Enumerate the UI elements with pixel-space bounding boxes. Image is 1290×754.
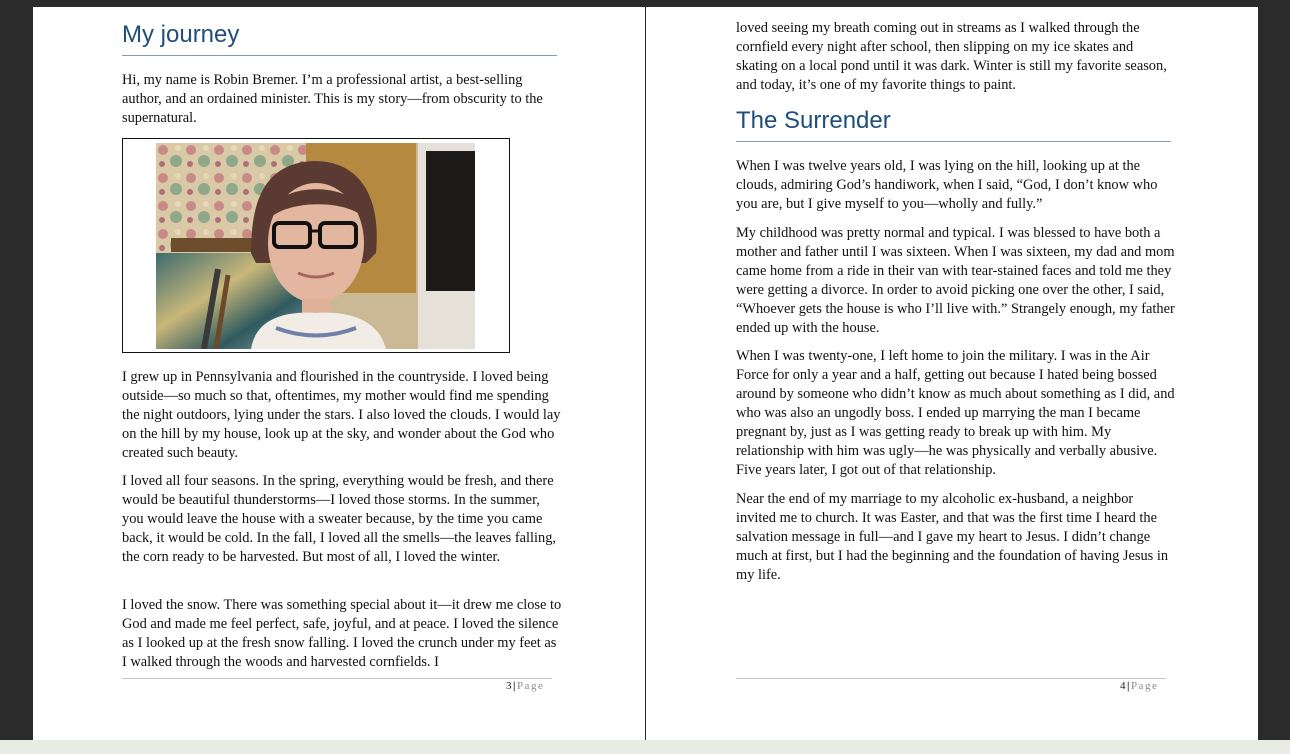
page-label: Page	[516, 680, 545, 692]
page-footer	[1120, 680, 1158, 693]
viewer-bottom-strip	[0, 740, 1290, 754]
body-paragraph-seasons: I loved all four seasons. In the spring, everything would be fresh, and there would be beautiful thunderstorms—I loved those storms. In the summer, you would leave the house with a sweater because, by the time you came back, it would be cold. In the fall, I loved all the smells—the leaves falling, the corn ready to be harvested. But most of all, I loved the winter.	[122, 473, 556, 565]
intro-paragraph: Hi, my name is Robin Bremer. I’m a professional artist, a best-selling author, and an ordained minister. This is my story—from obscurity to the supernatural.	[122, 72, 543, 126]
portrait-photo	[156, 143, 475, 349]
continuation-paragraph: loved seeing my breath coming out in streams as I walked through the cornfield every night after school, then slipping on my ice skates and skating on a local pond until it was dark. Winter is still my favorite season, and today, it’s one of my favorite things to paint.	[736, 20, 1167, 93]
document-page-4	[646, 7, 1258, 740]
body-paragraph-snow: I loved the snow. There was something special about it—it drew me close to God and made me feel perfect, safe, joyful, and at peace. I loved the silence as I looked up at the fresh snow falling. I loved the crunch under my feet as I walked through the woods and harvested cornfields. I	[122, 597, 562, 670]
body-paragraph-military: When I was twenty-one, I left home to join the military. I was in the Air Force for only a year and a half, getting out because I hated being bossed around by someone who didn’t know as much about something as I did, and who was also an ungodly boss. I ended up marrying the man I became pregnant by, just as I was getting ready to break up with him. My relationship with him was ugly—he was physically and verbally abusive. Five years later, I got out of that relationship.	[736, 348, 1175, 478]
body-paragraph-twelve: When I was twelve years old, I was lying on the hill, looking up at the clouds, admiring God’s handiwork, when I said, “God, I don’t know who you are, but I give myself to you—wholly and fully.”	[736, 158, 1158, 212]
footer-rule	[122, 678, 552, 679]
portrait-photo-drawing	[156, 143, 475, 349]
page-footer	[506, 680, 544, 693]
heading-the-surrender: The Surrender	[736, 107, 891, 134]
body-paragraph-church: Near the end of my marriage to my alcoholic ex-husband, a neighbor invited me to church. It was Easter, and that was the first time I heard the salvation message in full—and I gave my heart to Jesus. I didn’t change much at first, but I had the beginning and the foundation of having Jesus in my life.	[736, 491, 1169, 583]
body-paragraph-countryside: I grew up in Pennsylvania and flourished in the countryside. I loved being outside—so much so that, oftentimes, my mother would find me spending the night outdoors, lying under the stars. I also loved the clouds. I would lay on the hill by my house, look up at the sky, and wonder about the God who created such beauty.	[122, 369, 561, 461]
photo-frame	[122, 138, 510, 353]
heading-underline	[122, 55, 557, 56]
heading-my-journey: My journey	[122, 21, 240, 48]
page-label: Page	[1130, 680, 1159, 692]
page-number: 4	[1120, 680, 1126, 692]
page-separator: |	[1127, 680, 1130, 692]
footer-rule	[736, 678, 1166, 679]
page-number: 3	[506, 680, 512, 692]
page-separator: |	[513, 680, 516, 692]
document-page-3	[33, 7, 645, 740]
body-paragraph-childhood: My childhood was pretty normal and typical. I was blessed to have both a mother and father until I was sixteen. When I was sixteen, my dad and mom came home from a ride in their van with tear-stained faces and told me they were getting a divorce. In order to avoid picking one over the other, I said, “Whoever gets the house is who I’ll live with.” Strangely enough, my father ended up with the house.	[736, 225, 1175, 336]
heading-underline	[736, 141, 1171, 142]
